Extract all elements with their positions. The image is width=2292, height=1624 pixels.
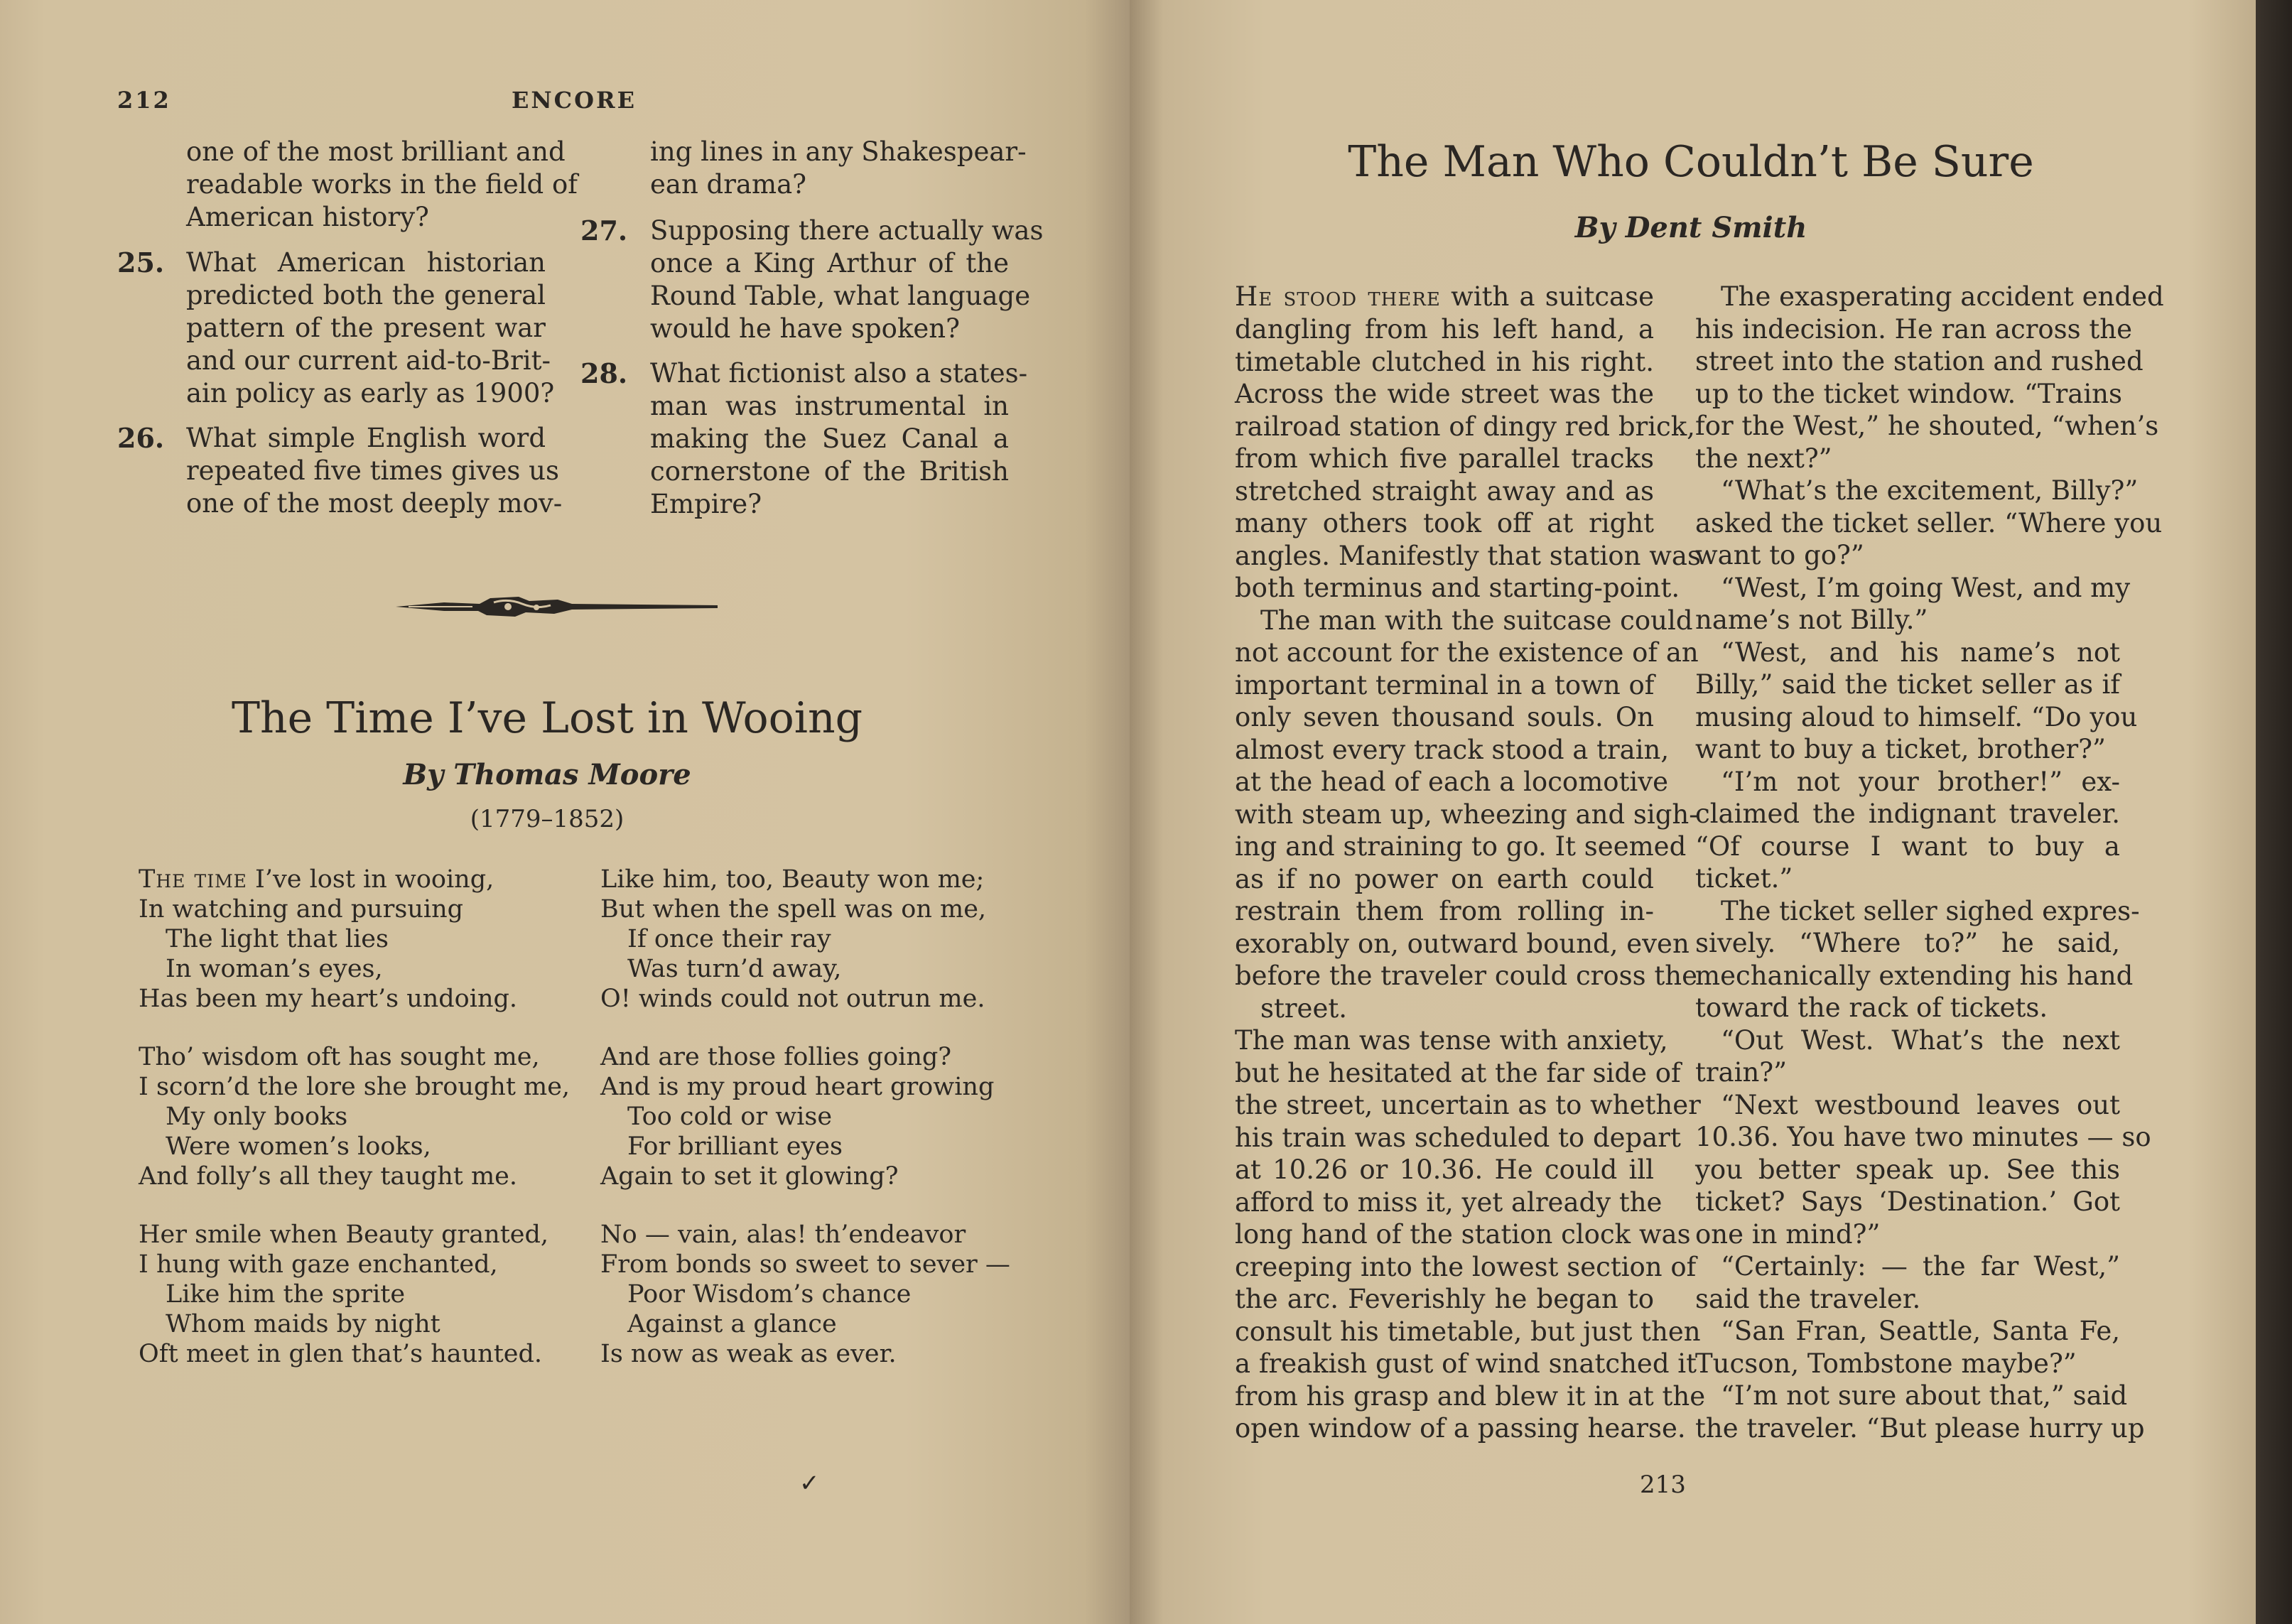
- quiz-line: pattern of the present war: [186, 313, 546, 343]
- story-line: said the traveler.: [1695, 1283, 1921, 1314]
- story-line: want to go?”: [1695, 540, 1864, 570]
- poem-stanza-1: [139, 865, 517, 1014]
- book-edge: [2256, 0, 2292, 1624]
- poem-dates: (1779–1852): [470, 805, 625, 833]
- quiz-line: Empire?: [650, 489, 762, 519]
- story-line: “Out West. What’s the next: [1721, 1024, 2120, 1056]
- story-line: but he hesitated at the far side of: [1235, 1057, 1681, 1088]
- story-line: train?”: [1695, 1057, 1788, 1088]
- quiz-line: American history?: [186, 202, 429, 232]
- poem-line: [139, 865, 517, 894]
- story-line: Billy,” said the ticket seller as if: [1695, 669, 2120, 700]
- story-line: the next?”: [1695, 443, 1832, 474]
- story-line: sively. “Where to?” he said,: [1695, 928, 2120, 958]
- quiz-line: Supposing there actually was: [650, 215, 1044, 246]
- story-line: “Next westbound leaves out: [1721, 1089, 2120, 1120]
- poem-line: Like him the sprite: [166, 1280, 406, 1309]
- story-line: street into the station and rushed: [1695, 346, 2144, 377]
- story-line: The man with the suitcase could: [1260, 605, 1693, 636]
- poem-line: Has been my heart’s undoing.: [139, 985, 518, 1013]
- story-line: Across the wide street was the: [1235, 379, 1654, 409]
- running-head: ENCORE: [512, 87, 637, 114]
- story-column-2: [1695, 281, 2164, 1444]
- poem-line: Were women’s looks,: [166, 1132, 431, 1161]
- story-line: at 10.26 or 10.36. He could ill: [1235, 1154, 1654, 1185]
- story-line: “Of course I want to buy a: [1695, 830, 2120, 862]
- story-line: ing and straining to go. It seemed: [1235, 831, 1687, 862]
- poem-line: Whom maids by night: [166, 1310, 440, 1338]
- story-line: angles. Manifestly that station was: [1235, 540, 1701, 571]
- story-line: almost every track stood a train,: [1235, 734, 1670, 765]
- story-line: railroad station of dingy red brick,: [1235, 411, 1695, 442]
- poem-stanza-4: [600, 865, 986, 1014]
- story-line: his indecision. He ran across the: [1695, 313, 2132, 345]
- quiz-line: making the Suez Canal a: [650, 423, 1009, 454]
- story-line: asked the ticket seller. “Where you: [1695, 507, 2163, 538]
- quiz-line: and our current aid-to-Brit-: [186, 345, 551, 376]
- story-line: open window of a passing hearse.: [1235, 1413, 1686, 1444]
- story-line: from his grasp and blew it in at the: [1235, 1380, 1706, 1412]
- quiz-line: repeated five times gives us: [186, 455, 559, 486]
- poem-line: From bonds so sweet to sever —: [600, 1250, 1010, 1279]
- poem-line: And folly’s all they taught me.: [139, 1162, 517, 1191]
- story-line: long hand of the station clock was: [1235, 1219, 1691, 1250]
- poem-line: I hung with gaze enchanted,: [139, 1250, 498, 1279]
- poem-opening-caps: The time: [139, 865, 247, 894]
- story-line: musing aloud to himself. “Do you: [1695, 701, 2138, 732]
- poem-line: I scorn’d the lore she brought me,: [139, 1073, 571, 1101]
- poem-line-text: I’ve lost in wooing,: [247, 865, 494, 894]
- poem-line: Her smile when Beauty granted,: [139, 1220, 549, 1249]
- quiz-line: one of the most brilliant and: [186, 136, 566, 167]
- story-byline: By Dent Smith: [1574, 211, 1807, 244]
- pen-ornament-icon: [394, 588, 721, 625]
- story-line: from which five parallel tracks: [1235, 443, 1654, 474]
- story-line: many others took off at right: [1235, 508, 1654, 538]
- quiz-line: man was instrumental in: [650, 391, 1009, 421]
- story-line: claimed the indignant traveler.: [1695, 799, 2120, 829]
- poem-line: My only books: [166, 1103, 348, 1131]
- story-title: The Man Who Couldn’t Be Sure: [1348, 137, 2034, 187]
- question-number: 26.: [117, 422, 165, 454]
- quiz-line: What American historian: [186, 247, 546, 278]
- poem-title: The Time I’ve Lost in Wooing: [231, 693, 863, 743]
- story-line: with steam up, wheezing and sigh-: [1235, 799, 1698, 830]
- story-line: Tucson, Tombstone maybe?”: [1695, 1348, 2077, 1379]
- story-line: afford to miss it, yet already the: [1235, 1186, 1663, 1218]
- story-line: exorably on, outward bound, even: [1235, 928, 1690, 959]
- story-line: a freakish gust of wind snatched it: [1235, 1348, 1697, 1379]
- story-line: street.: [1260, 992, 1347, 1024]
- story-line: stretched straight away and as: [1235, 475, 1654, 507]
- quiz-line: one of the most deeply mov-: [186, 488, 563, 519]
- poem-line: Again to set it glowing?: [600, 1162, 899, 1191]
- poem-line: No — vain, alas! th’endeavor: [600, 1220, 966, 1249]
- question-number: 27.: [580, 215, 628, 247]
- story-line: “San Fran, Seattle, Santa Fe,: [1721, 1316, 2120, 1346]
- story-line: consult his timetable, but just then: [1235, 1316, 1701, 1347]
- poem-stanza-2: [139, 1042, 570, 1191]
- quiz-line: readable works in the field of: [186, 169, 578, 200]
- story-line: for the West,” he shouted, “when’s: [1695, 411, 2159, 441]
- poem-line: The light that lies: [166, 925, 389, 953]
- story-line: The exasperating accident ended: [1721, 281, 2164, 312]
- story-line: dangling from his left hand, a: [1235, 314, 1654, 345]
- story-line: before the traveler could cross the: [1235, 960, 1697, 991]
- poem-line: If once their ray: [627, 925, 831, 953]
- story-line: as if no power on earth could: [1235, 863, 1654, 894]
- poem-line: Like him, too, Beauty won me;: [600, 865, 985, 894]
- quiz-line: What fictionist also a states-: [650, 358, 1028, 389]
- poem-stanza-3: [139, 1220, 548, 1369]
- story-line: [1235, 281, 1654, 313]
- story-line-text: with a suitcase: [1440, 281, 1654, 312]
- poem-line: Was turn’d away,: [627, 955, 842, 983]
- story-line: mechanically extending his hand: [1695, 960, 2134, 991]
- poem-line: O! winds could not outrun me.: [600, 985, 985, 1013]
- question-number: 25.: [117, 247, 165, 278]
- story-line: both terminus and starting-point.: [1235, 573, 1680, 603]
- poem-line: Too cold or wise: [627, 1103, 833, 1131]
- quiz-line: would he have spoken?: [650, 313, 960, 344]
- story-opening-caps: He stood there: [1235, 281, 1441, 312]
- poem-line: In woman’s eyes,: [166, 955, 383, 983]
- poem-line: Poor Wisdom’s chance: [627, 1280, 912, 1309]
- story-line: important terminal in a town of: [1235, 669, 1655, 700]
- story-line: ticket.”: [1695, 863, 1793, 894]
- story-line: his train was scheduled to depart: [1235, 1122, 1681, 1153]
- story-line: not account for the existence of an: [1235, 637, 1699, 668]
- right-page: [1130, 0, 2256, 1624]
- poem-line: And are those follies going?: [600, 1043, 952, 1071]
- quiz-line: once a King Arthur of the: [650, 248, 1009, 278]
- poem-byline: By Thomas Moore: [403, 758, 691, 791]
- poem-line: Against a glance: [627, 1310, 837, 1338]
- story-line: only seven thousand souls. On: [1235, 702, 1654, 732]
- story-line: name’s not Billy.”: [1695, 605, 1928, 635]
- story-line: timetable clutched in his right.: [1235, 346, 1654, 377]
- poem-line: In watching and pursuing: [139, 895, 464, 924]
- quiz-line: ain policy as early as 1900?: [186, 378, 555, 408]
- question-number: 28.: [580, 357, 628, 389]
- quiz-line: What simple English word: [186, 423, 546, 453]
- story-line: the traveler. “But please hurry up: [1695, 1412, 2145, 1444]
- story-line: creeping into the lowest section of: [1235, 1251, 1697, 1282]
- poem-stanza-6: [600, 1220, 1010, 1369]
- poem-line: And is my proud heart growing: [600, 1073, 995, 1101]
- story-line: “West, and his name’s not: [1721, 637, 2120, 668]
- quiz-line: ing lines in any Shakespear-: [650, 136, 1027, 167]
- story-line: at the head of each a locomotive: [1235, 767, 1669, 797]
- quiz-line: Round Table, what language: [650, 281, 1031, 311]
- story-column-1: [1235, 281, 1706, 1445]
- story-line: 10.36. You have two minutes — so: [1695, 1122, 2151, 1152]
- story-line: the street, uncertain as to whether: [1235, 1090, 1701, 1120]
- quiz-line: cornerstone of the British: [650, 456, 1009, 487]
- story-line: ticket? Says ‘Destination.’ Got: [1695, 1186, 2120, 1217]
- poem-stanza-5: [600, 1042, 994, 1191]
- story-line: want to buy a ticket, brother?”: [1695, 734, 2106, 764]
- poem-line: Oft meet in glen that’s haunted.: [139, 1340, 543, 1368]
- poem-line: But when the spell was on me,: [600, 895, 987, 924]
- check-mark: ✓: [799, 1469, 820, 1498]
- right-page-number: 213: [1640, 1471, 1686, 1499]
- story-line: “I’m not sure about that,” said: [1721, 1380, 2128, 1411]
- quiz-line: predicted both the general: [186, 280, 546, 310]
- story-line: “West, I’m going West, and my: [1721, 572, 2131, 603]
- story-line: up to the ticket window. “Trains: [1695, 378, 2122, 409]
- story-line: the arc. Feverishly he began to: [1235, 1284, 1654, 1314]
- left-page-number: 212: [117, 87, 171, 114]
- poem-line: Tho’ wisdom oft has sought me,: [139, 1043, 540, 1071]
- left-page: [0, 0, 1130, 1624]
- story-line: “Certainly: — the far West,”: [1721, 1251, 2120, 1282]
- story-line: restrain them from rolling in-: [1235, 896, 1654, 926]
- story-line: “What’s the excitement, Billy?”: [1721, 475, 2139, 506]
- story-line: toward the rack of tickets.: [1695, 992, 2048, 1023]
- quiz-line: ean drama?: [650, 169, 806, 200]
- story-line: “I’m not your brother!” ex-: [1721, 766, 2120, 797]
- story-line: The man was tense with anxiety,: [1235, 1025, 1668, 1056]
- poem-line: Is now as weak as ever.: [600, 1340, 897, 1368]
- poem-line: For brilliant eyes: [627, 1132, 843, 1161]
- story-line: The ticket seller sighed expres-: [1721, 895, 2140, 926]
- story-line: you better speak up. See this: [1695, 1154, 2120, 1185]
- story-line: one in mind?”: [1695, 1218, 1881, 1250]
